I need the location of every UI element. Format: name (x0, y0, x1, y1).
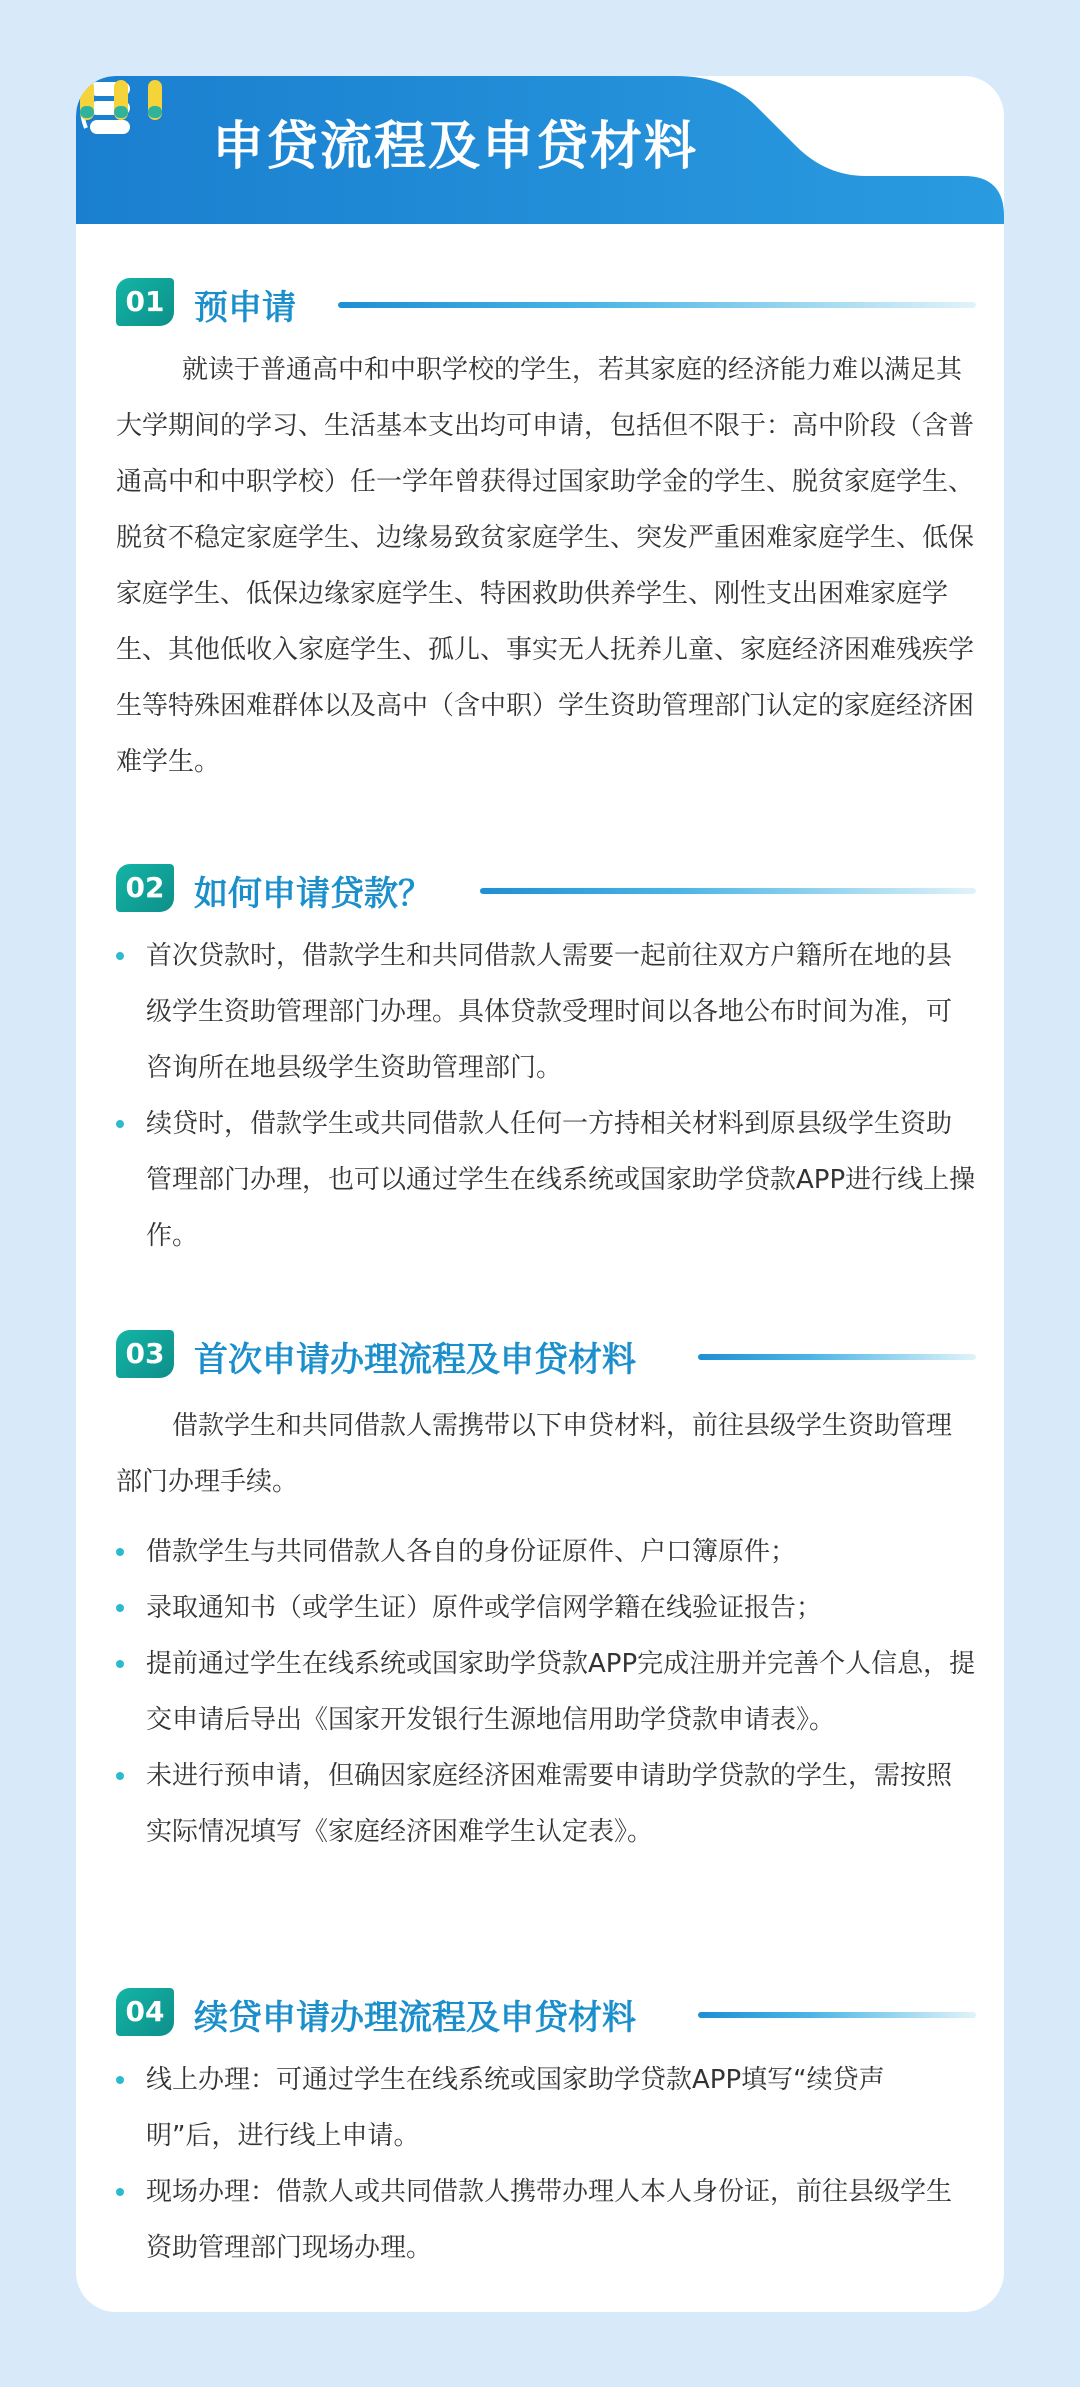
page-title: 申贷流程及申贷材料 (212, 117, 699, 177)
section-number-badge: 04 (116, 1988, 174, 2036)
section-number-badge: 03 (116, 1330, 174, 1378)
section-number-badge: 02 (116, 864, 174, 912)
list-item: 提前通过学生在线系统或国家助学贷款APP完成注册并完善个人信息，提交申请后导出《国家开发银行生源地信用助学贷款申请表》。 (116, 1636, 976, 1748)
section-heading (116, 1986, 976, 2042)
section-divider (698, 2012, 976, 2018)
bullet-list (116, 2052, 976, 2276)
bullet-dot-icon (116, 952, 124, 960)
bullet-dot-icon (116, 2076, 124, 2084)
list-item: 现场办理：借款人或共同借款人携带办理人本人身份证，前往县级学生资助管理部门现场办理。 (116, 2164, 976, 2276)
section-renewal-application (116, 1986, 976, 2276)
bullet-dot-icon (116, 1772, 124, 1780)
section-title: 续贷申请办理流程及申贷材料 (194, 1998, 636, 2038)
bullet-dot-icon (116, 2188, 124, 2196)
section-heading (116, 862, 976, 918)
section-paragraph: 借款学生和共同借款人需携带以下申贷材料，前往县级学生资助管理部门办理手续。 (116, 1411, 953, 1497)
list-item: 录取通知书（或学生证）原件或学信网学籍在线验证报告； (116, 1580, 976, 1636)
bullet-dot-icon (116, 1120, 124, 1128)
section-pre-application (116, 276, 976, 790)
list-item: 线上办理：可通过学生在线系统或国家助学贷款APP填写“续贷声明”后，进行线上申请。 (116, 2052, 976, 2164)
section-title: 预申请 (194, 288, 296, 328)
section-heading (116, 1328, 976, 1384)
section-number-badge: 01 (116, 278, 174, 326)
section-title: 首次申请办理流程及申贷材料 (194, 1340, 636, 1380)
section-divider (698, 1354, 976, 1360)
section-divider (338, 302, 976, 308)
decorative-pins-icon (76, 76, 166, 126)
list-item: 未进行预申请，但确因家庭经济困难需要申请助学贷款的学生，需按照实际情况填写《家庭经济困难学生认定表》。 (116, 1748, 976, 1860)
section-title: 如何申请贷款？ (194, 874, 432, 914)
content-card (76, 76, 1004, 2312)
section-paragraph: 就读于普通高中和中职学校的学生，若其家庭的经济能力难以满足其大学期间的学习、生活基本支出均可申请，包括但不限于：高中阶段（含普通高中和中职学校）任一学年曾获得过国家助学金的学生、脱贫家庭学生、脱贫不稳定家庭学生、边缘易致贫家庭学生、突发严重困难家庭学生、低保家庭学生、低保边缘家庭学生、特困救助供养学生、刚性支出困难家庭学生、其他低收入家庭学生、孤儿、事实无人抚养儿童、家庭经济困难残疾学生等特殊困难群体以及高中（含中职）学生资助管理部门认定的家庭经济困难学生。 (116, 355, 975, 777)
list-item: 首次贷款时，借款学生和共同借款人需要一起前往双方户籍所在地的县级学生资助管理部门办理。具体贷款受理时间以各地公布时间为准，可咨询所在地县级学生资助管理部门。 (116, 928, 976, 1096)
header-banner (76, 76, 1004, 224)
bullet-list (116, 1524, 976, 1860)
bullet-list (116, 928, 976, 1264)
list-item: 续贷时，借款学生或共同借款人任何一方持相关材料到原县级学生资助管理部门办理，也可以通过学生在线系统或国家助学贷款APP进行线上操作。 (116, 1096, 976, 1264)
bullet-dot-icon (116, 1660, 124, 1668)
section-divider (480, 888, 976, 894)
list-item: 借款学生与共同借款人各自的身份证原件、户口簿原件； (116, 1524, 976, 1580)
bullet-dot-icon (116, 1548, 124, 1556)
bullet-dot-icon (116, 1604, 124, 1612)
section-heading (116, 276, 976, 332)
section-first-application (116, 1328, 976, 1860)
section-how-to-apply (116, 862, 976, 1264)
